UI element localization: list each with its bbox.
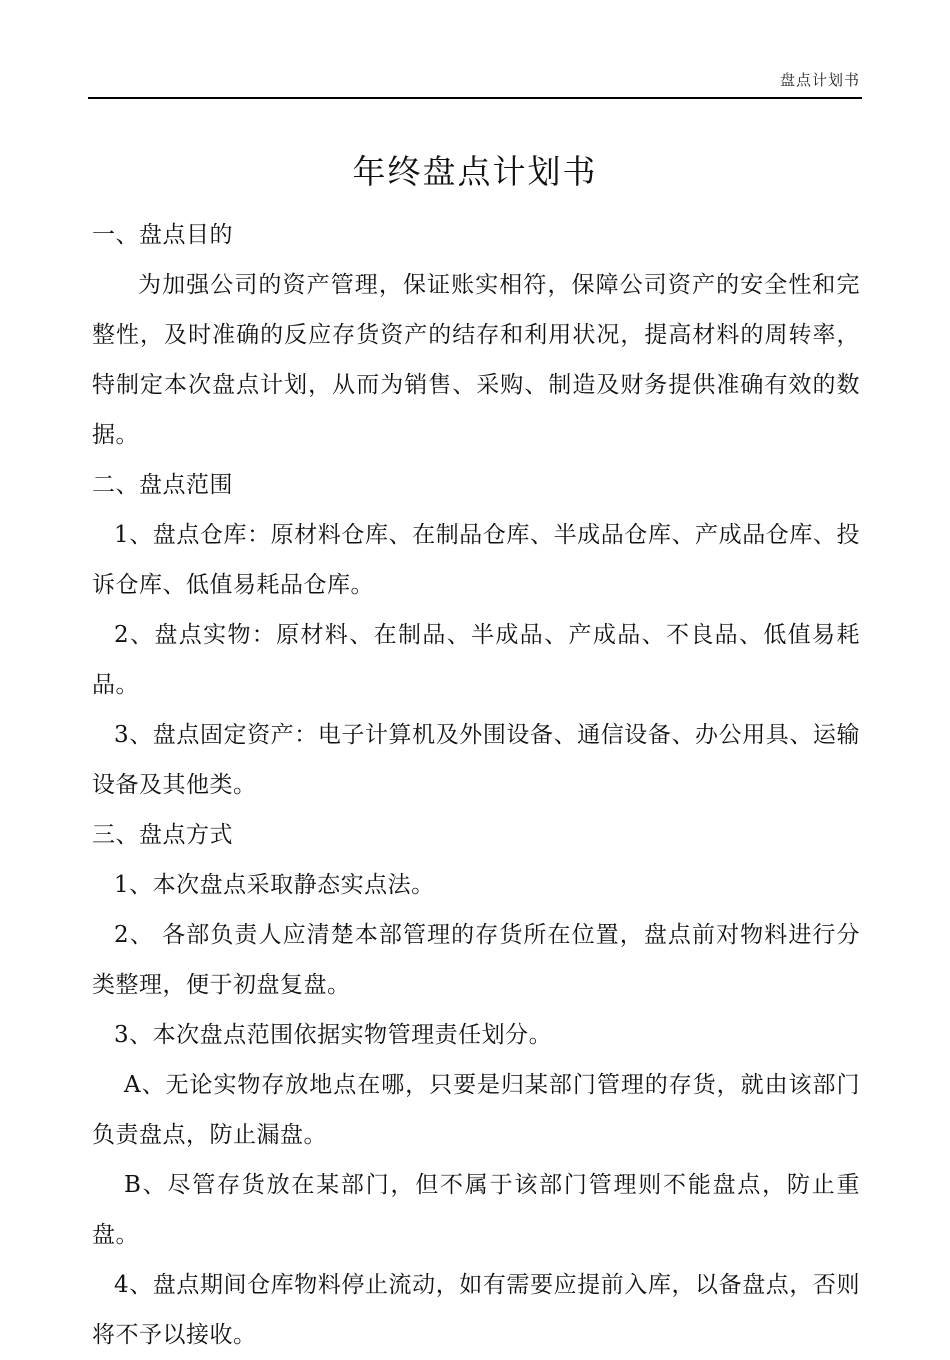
running-header: 盘点计划书 <box>779 71 860 89</box>
section-heading-purpose: 一、盘点目的 <box>92 222 233 248</box>
method-item-3: 3、本次盘点范围依据实物管理责任划分。 <box>114 1022 553 1048</box>
method-item-4: 4、盘点期间仓库物料停止流动，如有需要应提前入库，以备盘点，否则将不予以接收。 <box>92 1272 860 1348</box>
method-item-3b: B、尽管存货放在某部门，但不属于该部门管理则不能盘点，防止重盘。 <box>92 1172 860 1248</box>
document-title: 年终盘点计划书 <box>352 152 598 191</box>
method-item-1: 1、本次盘点采取静态实点法。 <box>114 872 435 898</box>
section-heading-scope: 二、盘点范围 <box>92 472 233 498</box>
scope-item-warehouses: 1、盘点仓库：原材料仓库、在制品仓库、半成品仓库、产成品仓库、投诉仓库、低值易耗品仓库。 <box>92 522 860 598</box>
document-body <box>92 210 860 1360</box>
section-heading-method: 三、盘点方式 <box>92 822 233 848</box>
method-item-2: 2、 各部负责人应清楚本部管理的存货所在位置，盘点前对物料进行分类整理，便于初盘复盘。 <box>92 922 860 998</box>
paragraph-purpose: 为加强公司的资产管理，保证账实相符，保障公司资产的安全性和完整性，及时准确的反应存货资产的结存和利用状况，提高材料的周转率，特制定本次盘点计划，从而为销售、采购、制造及财务提供准确有效的数据。 <box>92 272 860 448</box>
header-rule <box>88 97 862 99</box>
scope-item-physical: 2、盘点实物：原材料、在制品、半成品、产成品、不良品、低值易耗品。 <box>92 622 860 698</box>
scope-item-fixed-assets: 3、盘点固定资产：电子计算机及外围设备、通信设备、办公用具、运输设备及其他类。 <box>92 722 860 798</box>
method-item-3a: A、无论实物存放地点在哪，只要是归某部门管理的存货，就由该部门负责盘点，防止漏盘。 <box>92 1072 860 1148</box>
